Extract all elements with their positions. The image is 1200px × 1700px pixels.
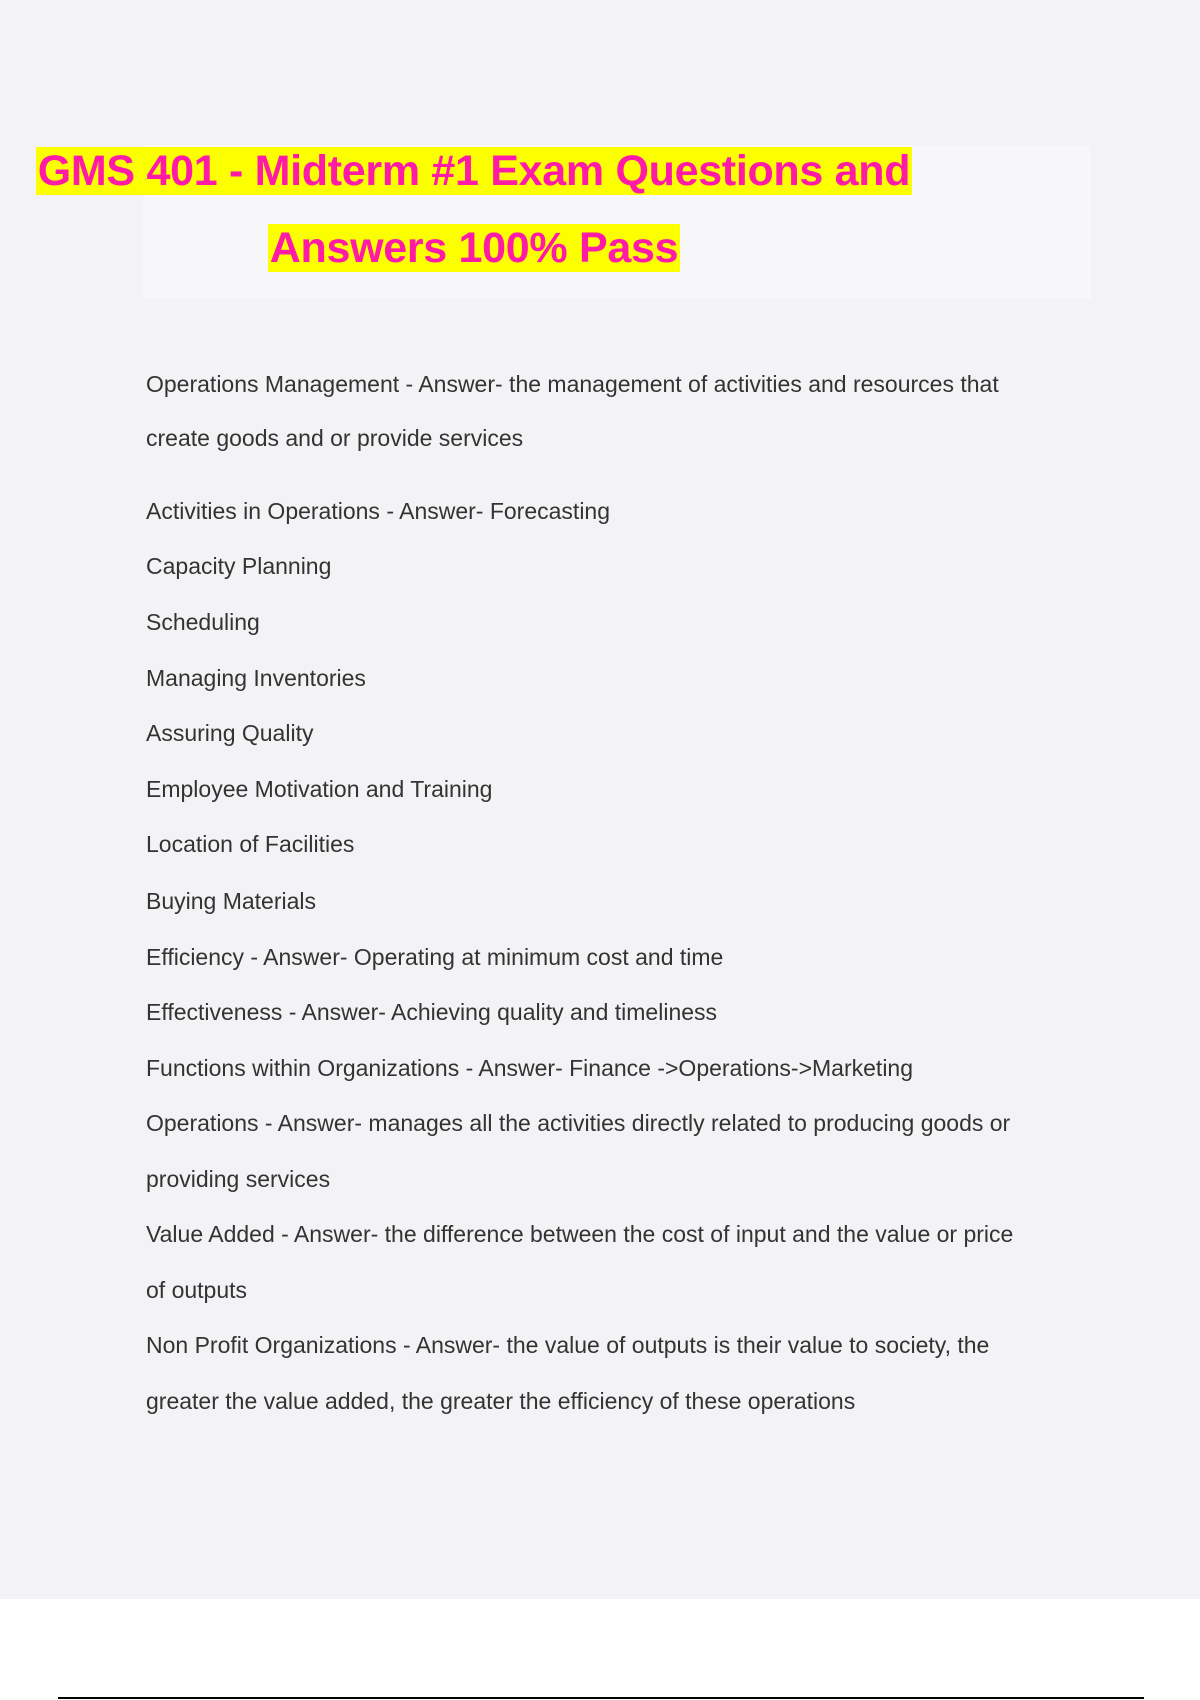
text-line: Activities in Operations - Answer- Forecasting <box>146 498 611 524</box>
text-line: greater the value added, the greater the efficiency of these operations <box>146 1388 856 1414</box>
footer-divider <box>58 1697 1144 1699</box>
text-line: Scheduling <box>146 609 260 635</box>
text-line: Efficiency - Answer- Operating at minimum cost and time <box>146 944 724 970</box>
text-line: create goods and or provide services <box>146 425 524 451</box>
text-line: Value Added - Answer- the difference between the cost of input and the value or price <box>146 1221 1014 1247</box>
text-line: Capacity Planning <box>146 553 332 579</box>
text-line: Operations Management - Answer- the management of activities and resources that <box>146 371 999 397</box>
title-highlight-2: Answers 100% Pass <box>269 224 679 272</box>
title-highlight-1: GMS 401 - Midterm #1 Exam Questions and <box>37 147 911 195</box>
text-line: Location of Facilities <box>146 831 355 857</box>
document-title-line-1 <box>0 146 948 196</box>
text-line: of outputs <box>146 1277 248 1303</box>
text-line: Employee Motivation and Training <box>146 776 493 802</box>
document-title-line-2 <box>0 223 948 273</box>
text-line: Functions within Organizations - Answer- Finance ->Operations->Marketing <box>146 1055 914 1081</box>
text-line: Buying Materials <box>146 888 317 914</box>
text-line: Managing Inventories <box>146 665 366 691</box>
text-line: Operations - Answer- manages all the activities directly related to producing goods or <box>146 1110 1011 1136</box>
text-line: Non Profit Organizations - Answer- the value of outputs is their value to society, the <box>146 1332 990 1358</box>
text-line: Assuring Quality <box>146 720 314 746</box>
text-line: providing services <box>146 1166 331 1192</box>
text-line: Effectiveness - Answer- Achieving quality and timeliness <box>146 999 718 1025</box>
